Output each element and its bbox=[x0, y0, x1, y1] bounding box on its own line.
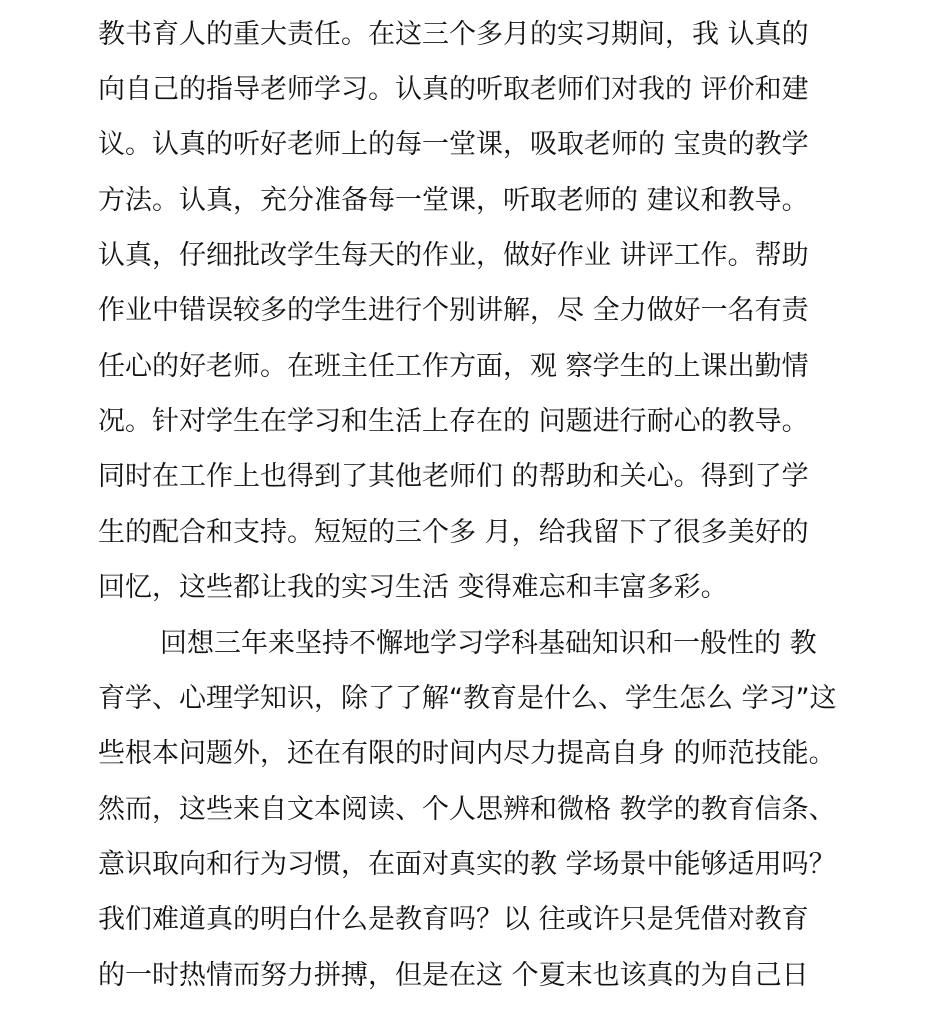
text-line: 方法。认真，充分准备每一堂课，听取老师的 建议和教导。 bbox=[98, 185, 809, 216]
text-line: 作业中错误较多的学生进行个别讲解，尽 全力做好一名有责 bbox=[98, 295, 809, 326]
text-line: 认真，仔细批改学生每天的作业，做好作业 讲评工作。帮助 bbox=[98, 240, 809, 271]
text-line: 议。认真的听好老师上的每一堂课，吸取老师的 宝贵的教学 bbox=[98, 129, 809, 160]
text-line: 生的配合和支持。短短的三个多 月，给我留下了很多美好的 bbox=[98, 517, 809, 548]
text-line: 向自己的指导老师学习。认真的听取老师们对我的 评价和建 bbox=[98, 74, 809, 105]
text-line: 些根本问题外，还在有限的时间内尽力提高自身 的师范技能。 bbox=[98, 738, 836, 769]
text-line: 意识取向和行为习惯，在面对真实的教 学场景中能够适用吗？ bbox=[98, 849, 836, 880]
paragraph-start-line: 回想三年来坚持不懈地学习学科基础知识和一般性的 教 bbox=[160, 628, 817, 659]
text-line: 同时在工作上也得到了其他老师们 的帮助和关心。得到了学 bbox=[98, 461, 809, 492]
text-line: 的一时热情而努力拼搏，但是在这 个夏末也该真的为自己日 bbox=[98, 960, 809, 991]
text-line: 教书育人的重大责任。在这三个多月的实习期间，我 认真的 bbox=[98, 19, 809, 50]
text-line: 况。针对学生在学习和生活上存在的 问题进行耐心的教导。 bbox=[98, 406, 809, 437]
text-line: 我们难道真的明白什么是教育吗？以 往或许只是凭借对教育 bbox=[98, 904, 809, 935]
text-line: 育学、心理学知识，除了了解“教育是什么、学生怎么 学习”这 bbox=[98, 683, 837, 714]
text-line: 然而，这些来自文本阅读、个人思辨和微格 教学的教育信条、 bbox=[98, 794, 836, 825]
text-line: 任心的好老师。在班主任工作方面，观 察学生的上课出勤情 bbox=[98, 351, 809, 382]
text-line: 回忆，这些都让我的实习生活 变得难忘和丰富多彩。 bbox=[98, 572, 728, 603]
